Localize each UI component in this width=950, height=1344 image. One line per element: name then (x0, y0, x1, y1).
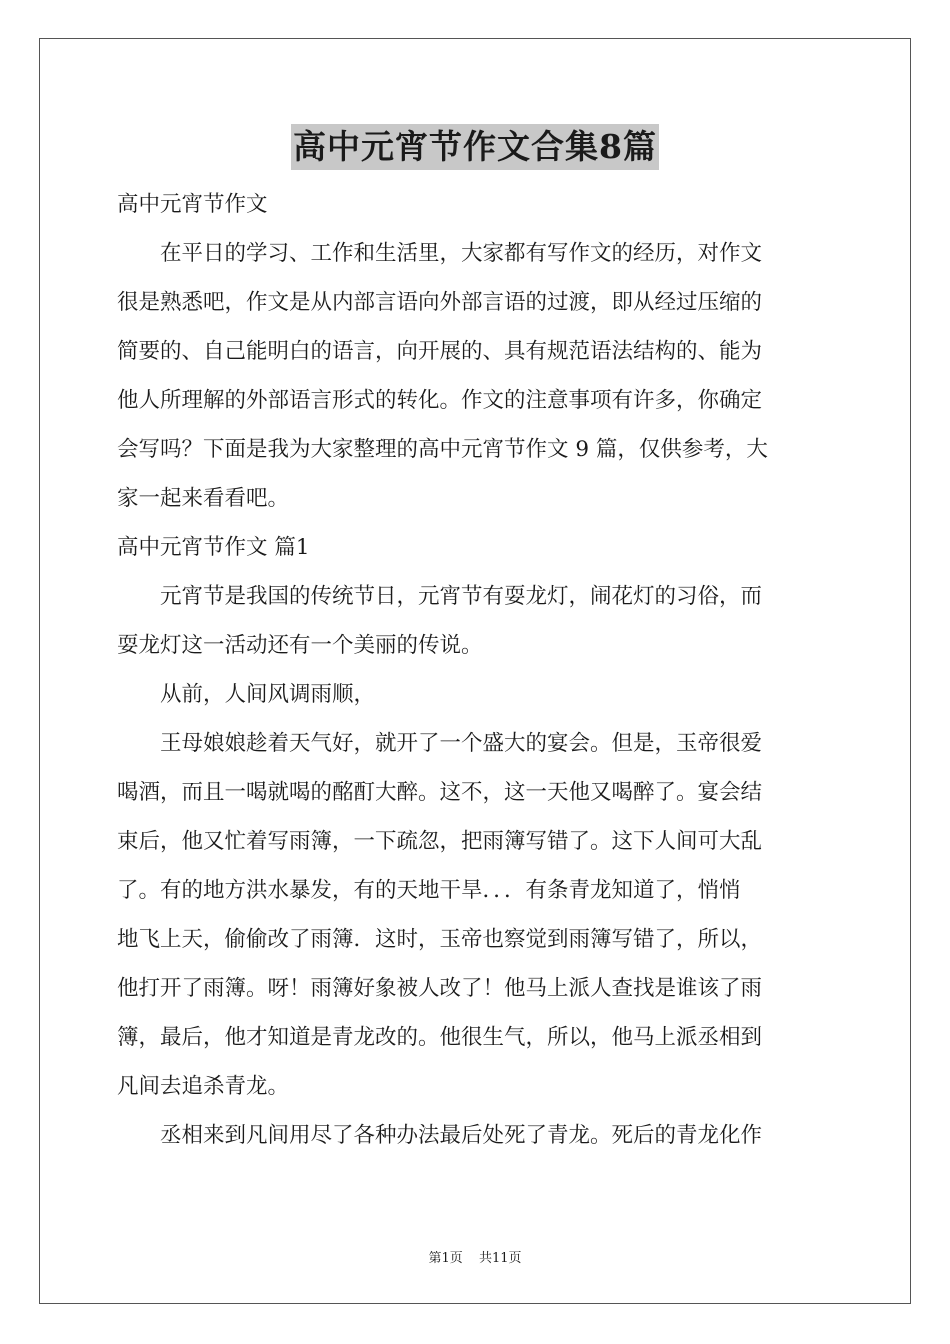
paragraph-line: 丞相来到凡间用尽了各种办法最后处死了青龙。死后的青龙化作 (160, 1123, 763, 1148)
paragraph-line: 他人所理解的外部语言形式的转化。作文的注意事项有许多，你确定 (117, 388, 763, 413)
section-heading: 高中元宵节作文 篇1 (117, 535, 310, 560)
paragraph-line: 家一起来看看吧。 (117, 486, 290, 511)
paragraph-line: 耍龙灯这一活动还有一个美丽的传说。 (117, 633, 483, 658)
section-heading: 高中元宵节作文 (117, 192, 268, 217)
paragraph-line: 王母娘娘趁着天气好，就开了一个盛大的宴会。但是，玉帝很爱 (160, 731, 763, 756)
paragraph-line: 凡间去追杀青龙。 (117, 1074, 290, 1099)
paragraph-line: 了。有的地方洪水暴发，有的天地干旱．．．有条青龙知道了，悄悄 (117, 878, 741, 903)
paragraph-line: 简要的、自己能明白的语言，向开展的、具有规范语法结构的、能为 (117, 339, 763, 364)
page-total: 共11页 (478, 1251, 522, 1266)
title-area (0, 124, 950, 170)
paragraph-line: 元宵节是我国的传统节日，元宵节有耍龙灯，闹花灯的习俗，而 (160, 584, 763, 609)
paragraph-line: 很是熟悉吧，作文是从内部言语向外部言语的过渡，即从经过压缩的 (117, 290, 763, 315)
paragraph-line: 束后，他又忙着写雨簿，一下疏忽，把雨簿写错了。这下人间可大乱 (117, 829, 763, 854)
paragraph-line: 簿，最后，他才知道是青龙改的。他很生气，所以，他马上派丞相到 (117, 1025, 763, 1050)
paragraph-line: 喝酒，而且一喝就喝的酩酊大醉。这不，这一天他又喝醉了。宴会结 (117, 780, 763, 805)
document-body (117, 180, 833, 1160)
page-footer (0, 1247, 950, 1266)
page-number: 第1页 (428, 1251, 463, 1266)
paragraph-line: 地飞上天，偷偷改了雨簿．这时，玉帝也察觉到雨簿写错了，所以， (117, 927, 763, 952)
paragraph-line: 在平日的学习、工作和生活里，大家都有写作文的经历，对作文 (160, 241, 763, 266)
paragraph-line: 他打开了雨簿。呀！雨簿好象被人改了！他马上派人查找是谁该了雨 (117, 976, 763, 1001)
paragraph-line: 会写吗？下面是我为大家整理的高中元宵节作文 9 篇，仅供参考，大 (117, 437, 768, 462)
document-title: 高中元宵节作文合集8篇 (291, 124, 659, 170)
paragraph-line: 从前，人间风调雨顺， (160, 682, 376, 707)
